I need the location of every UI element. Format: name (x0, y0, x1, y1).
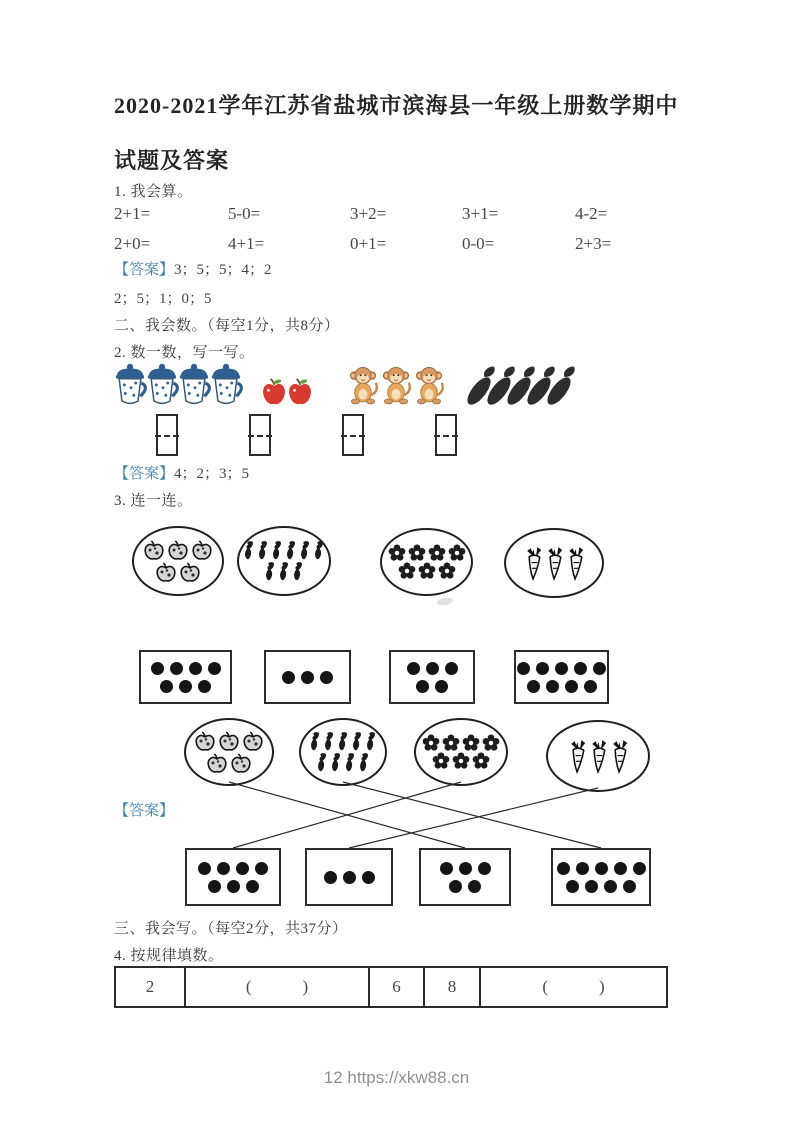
dot (179, 680, 192, 693)
pepper-icon (309, 731, 321, 752)
answer-oval-carrots (546, 720, 650, 792)
pepper-icon (243, 540, 255, 561)
equation: 2+0= (114, 234, 151, 253)
answer-write-box (342, 414, 364, 456)
dashed-midline (341, 435, 365, 437)
answer-oval-apples (184, 718, 274, 786)
monkey-icon (380, 362, 412, 407)
pepper-icon (257, 540, 269, 561)
dashed-midline (434, 435, 458, 437)
dot (557, 862, 570, 875)
monkey-icon (347, 362, 379, 407)
answer-write-box (249, 414, 271, 456)
flower-icon (472, 752, 490, 770)
dot (282, 671, 295, 684)
flower-icon (452, 752, 470, 770)
equation: 0+1= (350, 234, 387, 253)
apple-icon (191, 539, 213, 561)
answer-label: 【答案】 (114, 803, 175, 819)
dot (236, 862, 249, 875)
pepper-icon (264, 561, 276, 582)
flower-icon (442, 734, 460, 752)
pepper-icon (299, 540, 311, 561)
apple-icon (261, 377, 287, 407)
teacup-icon (209, 361, 243, 407)
dot (160, 680, 173, 693)
equation: 0-0= (462, 234, 495, 253)
dot (246, 880, 259, 893)
section-3-heading: 三、我会写。（每空2分，共37分） (114, 921, 348, 937)
answer-label: 【答案】 (114, 466, 175, 482)
dot (208, 662, 221, 675)
dashed-midline (155, 435, 179, 437)
teacup-icon (113, 361, 147, 407)
flower-icon (428, 544, 446, 562)
dot (189, 662, 202, 675)
dot (566, 880, 579, 893)
apple-icon (206, 752, 228, 774)
equation: 4-2= (575, 204, 608, 223)
dot-card-7 (139, 650, 232, 704)
answer-values: 4；2；3；5 (174, 466, 250, 482)
dot (208, 880, 221, 893)
pepper-icon (316, 752, 328, 773)
answer-line-q1a (114, 258, 272, 279)
flower-icon (438, 562, 456, 580)
dot (217, 862, 230, 875)
counting-group-eggplants (463, 364, 579, 408)
answer-dot-card-3 (305, 848, 393, 906)
apple-icon (143, 539, 165, 561)
match-oval-flowers (380, 528, 473, 596)
answer-values: 3；5；5；4；2 (174, 262, 272, 278)
question-4-label: 4. 按规律填数。 (114, 948, 224, 964)
dot (536, 662, 549, 675)
dot (468, 880, 481, 893)
dot (449, 880, 462, 893)
equation-grid (114, 204, 675, 254)
dot (527, 680, 540, 693)
dot (255, 862, 268, 875)
apple-icon (287, 377, 313, 407)
counting-group-apples (261, 377, 313, 407)
flower-icon (418, 562, 436, 580)
dot (555, 662, 568, 675)
apple-icon (242, 730, 264, 752)
carrot-icon (607, 739, 632, 774)
dot (614, 862, 627, 875)
dashed-midline (248, 435, 272, 437)
question-1-label: 1. 我会算。 (114, 184, 193, 200)
pepper-icon (344, 752, 356, 773)
fill-number-table (114, 966, 668, 1008)
dot (343, 871, 356, 884)
question-2-label: 2. 数一数，写一写。 (114, 345, 255, 361)
pepper-icon (323, 731, 335, 752)
pepper-icon (365, 731, 377, 752)
flower-icon (388, 544, 406, 562)
equation: 3+2= (350, 204, 387, 223)
match-oval-peppers (237, 526, 331, 596)
pepper-icon (351, 731, 363, 752)
apple-icon (167, 539, 189, 561)
dot (198, 862, 211, 875)
dot (584, 680, 597, 693)
flower-icon (422, 734, 440, 752)
dot (585, 880, 598, 893)
match-oval-apples (132, 526, 224, 596)
monkey-icon (413, 362, 445, 407)
flower-icon (482, 734, 500, 752)
dot (593, 662, 606, 675)
answer-dot-card-7 (185, 848, 281, 906)
table-cell: ( ) (479, 968, 666, 1006)
section-2-heading: 二、我会数。（每空1分，共8分） (114, 318, 340, 334)
dot (623, 880, 636, 893)
equation: 2+1= (114, 204, 151, 223)
pepper-icon (358, 752, 370, 773)
table-cell: 6 (368, 968, 423, 1006)
apple-icon (155, 561, 177, 583)
dot (416, 680, 429, 693)
dot (604, 880, 617, 893)
flower-icon (408, 544, 426, 562)
eggplant-icon (543, 364, 579, 408)
pepper-icon (292, 561, 304, 582)
flower-icon (462, 734, 480, 752)
table-cell: 8 (423, 968, 479, 1006)
question-3-label: 3. 连一连。 (114, 493, 193, 509)
pepper-icon (278, 561, 290, 582)
equation: 2+3= (575, 234, 612, 253)
pepper-icon (330, 752, 342, 773)
dot-card-3 (264, 650, 351, 704)
answer-oval-peppers (299, 718, 387, 786)
answer-label: 【答案】 (114, 262, 175, 278)
dot (227, 880, 240, 893)
dot (440, 862, 453, 875)
carrot-icon (563, 546, 588, 581)
answer-line-q1b: 2；5；1；0；5 (114, 291, 212, 307)
counting-group-monkeys (347, 362, 446, 407)
dot (198, 680, 211, 693)
dot (574, 662, 587, 675)
apple-icon (230, 752, 252, 774)
answer-write-box (156, 414, 178, 456)
counting-group-teacups (113, 361, 241, 407)
answer-line-q3 (114, 799, 174, 820)
dot (478, 862, 491, 875)
apple-icon (179, 561, 201, 583)
dot (517, 662, 530, 675)
dot (320, 671, 333, 684)
page-title: 2020-2021学年江苏省盐城市滨海县一年级上册数学期中试题及答案 (114, 93, 679, 173)
teacup-icon (177, 361, 211, 407)
table-cell: ( ) (184, 968, 368, 1006)
answer-oval-flowers (414, 718, 508, 786)
dot (595, 862, 608, 875)
dot (435, 680, 448, 693)
pepper-icon (337, 731, 349, 752)
answer-dot-card-9 (551, 848, 651, 906)
flower-icon (432, 752, 450, 770)
answer-line-q2 (114, 462, 249, 483)
dot (151, 662, 164, 675)
dot (633, 862, 646, 875)
apple-icon (194, 730, 216, 752)
scan-smudge (437, 597, 454, 607)
equation: 3+1= (462, 204, 499, 223)
dot (459, 862, 472, 875)
dot-card-9 (514, 650, 609, 704)
flower-icon (448, 544, 466, 562)
pepper-icon (271, 540, 283, 561)
footer-text: 12 https://xkw88.cn (323, 1068, 470, 1087)
dot (324, 871, 337, 884)
pepper-icon (285, 540, 297, 561)
pepper-icon (313, 540, 325, 561)
dot (576, 862, 589, 875)
equation: 4+1= (228, 234, 265, 253)
answer-write-boxes (156, 414, 457, 456)
dot (170, 662, 183, 675)
dot (546, 680, 559, 693)
flower-icon (398, 562, 416, 580)
dot (426, 662, 439, 675)
answer-write-box (435, 414, 457, 456)
dot (407, 662, 420, 675)
equation: 5-0= (228, 204, 261, 223)
match-oval-carrots (504, 528, 604, 598)
answer-dot-card-5 (419, 848, 511, 906)
apple-icon (218, 730, 240, 752)
dot (362, 871, 375, 884)
table-cell: 2 (145, 977, 155, 996)
teacup-icon (145, 361, 179, 407)
dot-card-5 (389, 650, 475, 704)
dot (445, 662, 458, 675)
dot (301, 671, 314, 684)
dot (565, 680, 578, 693)
